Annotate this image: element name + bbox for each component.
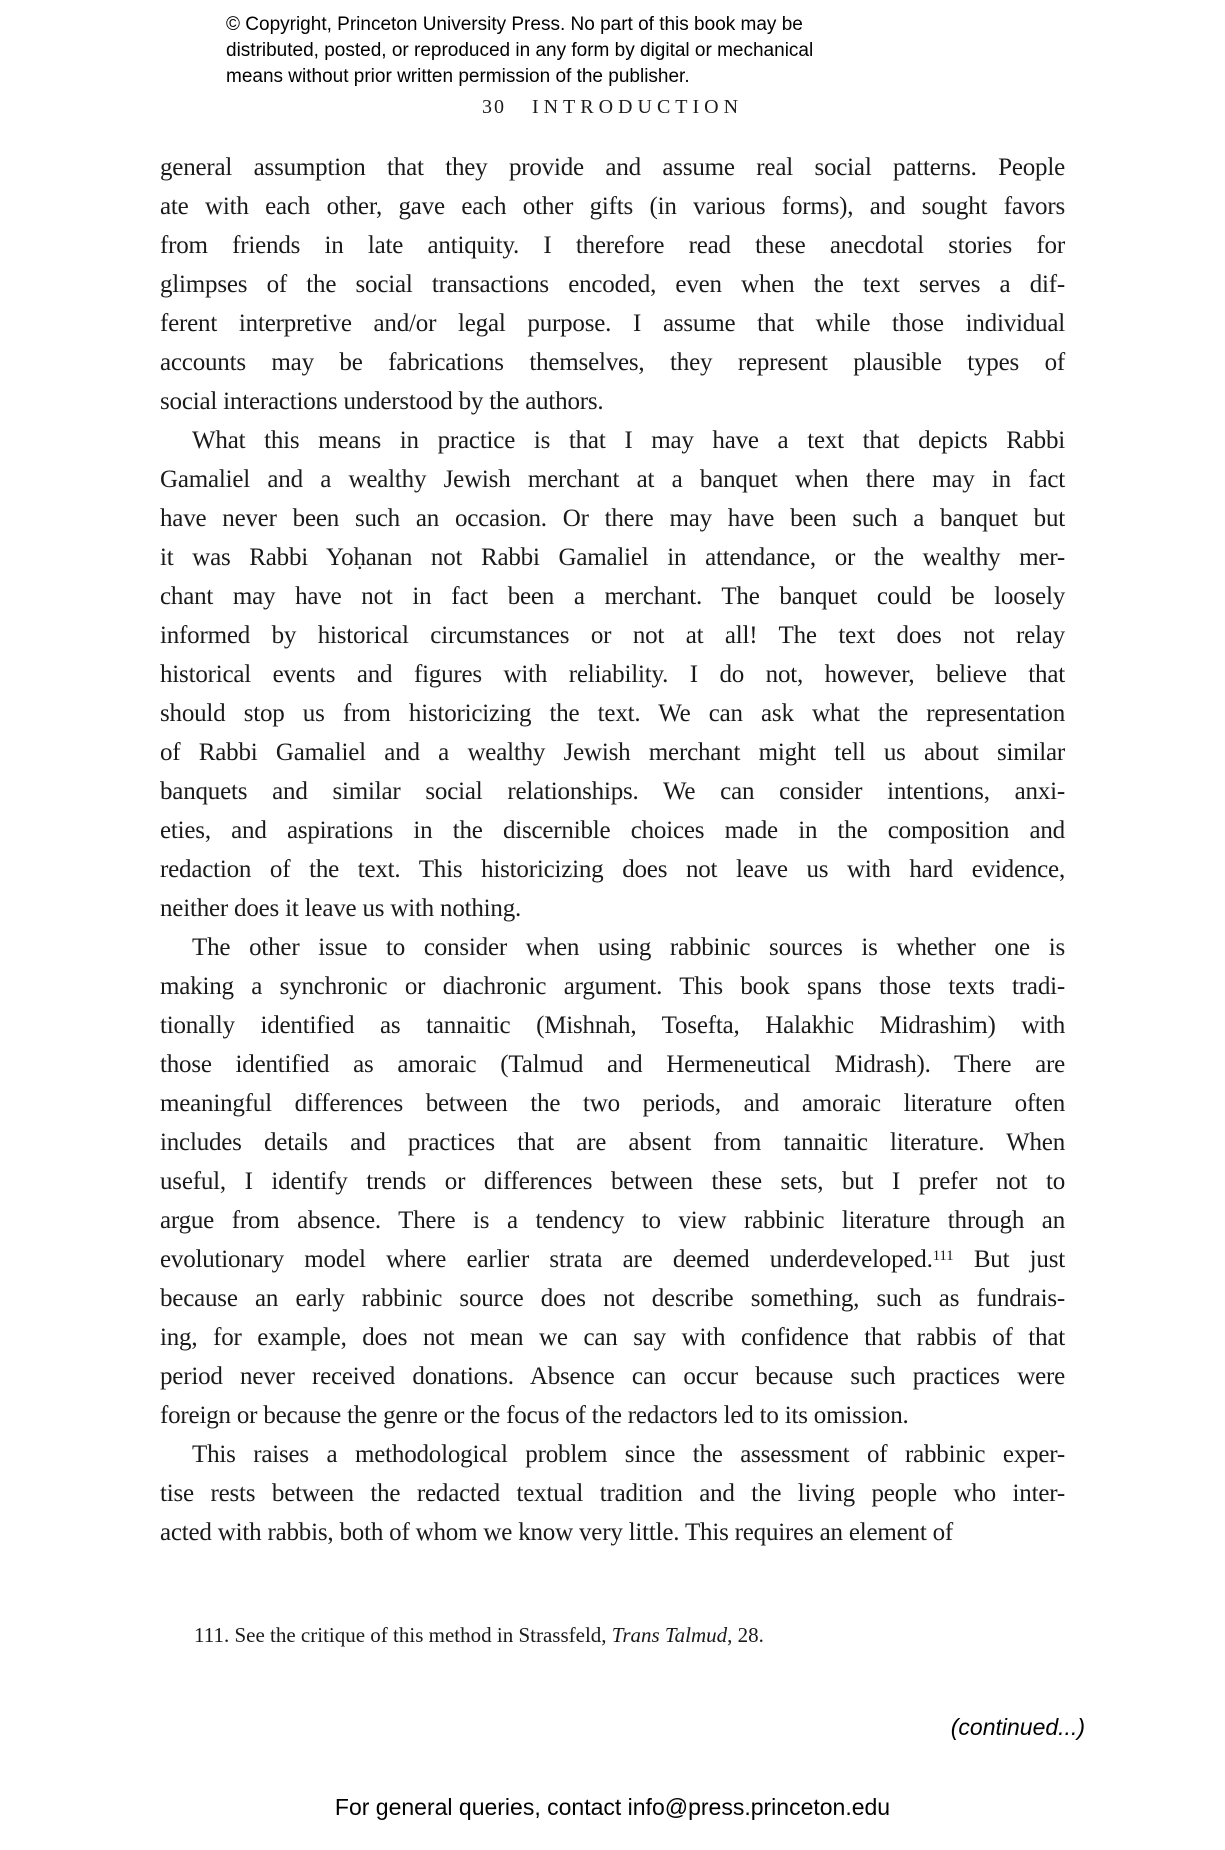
text-line: meaningful differences between the two periods, and amoraic literature often: [160, 1090, 1065, 1117]
chapter-title: INTRODUCTION: [531, 96, 744, 118]
text-line: should stop us from historicizing the text. We can ask what the representation: [160, 700, 1065, 727]
continued-marker: (continued...): [950, 1714, 1085, 1740]
footnote-text: 111. See the critique of this method in Strassfeld,: [194, 1623, 612, 1647]
text-line: [160, 1240, 1065, 1279]
text-line: The other issue to consider when using rabbinic sources is whether one is: [192, 934, 1065, 961]
text-line: neither does it leave us with nothing.: [160, 895, 522, 922]
text-line: chant may have not in fact been a merchant. The banquet could be loosely: [160, 583, 1065, 610]
text-line: making a synchronic or diachronic argument. This book spans those texts tradi-: [160, 973, 1065, 1000]
footer-query-text: For general queries, contact info@press.princeton.edu: [334, 1794, 891, 1820]
text-line: tionally identified as tannaitic (Mishnah, Tosefta, Halakhic Midrashim) with: [160, 1012, 1065, 1039]
paragraph: [160, 928, 1065, 1435]
text-line: from friends in late antiquity. I therefore read these anecdotal stories for: [160, 232, 1065, 259]
text-segment: But just: [953, 1246, 1066, 1273]
text-line: have never been such an occasion. Or there may have been such a banquet but: [160, 505, 1065, 532]
text-line: tise rests between the redacted textual tradition and the living people who inter-: [160, 1480, 1065, 1507]
text-line: Gamaliel and a wealthy Jewish merchant at a banquet when there may in fact: [160, 466, 1065, 493]
text-line: of Rabbi Gamaliel and a wealthy Jewish merchant might tell us about similar: [160, 739, 1065, 766]
paragraph: [160, 1435, 1065, 1552]
text-line: accounts may be fabrications themselves, they represent plausible types of: [160, 349, 1065, 376]
text-line: historical events and figures with reliability. I do not, however, believe that: [160, 661, 1065, 688]
text-line: ferent interpretive and/or legal purpose. I assume that while those individual: [160, 310, 1065, 337]
text-line: ate with each other, gave each other gifts (in various forms), and sought favors: [160, 193, 1065, 220]
footnote-work-title: Trans Talmud: [611, 1623, 728, 1647]
text-line: foreign or because the genre or the focus of the redactors led to its omission.: [160, 1402, 909, 1429]
text-line: useful, I identify trends or differences between these sets, but I prefer not to: [160, 1168, 1065, 1195]
text-line: period never received donations. Absence can occur because such practices were: [160, 1363, 1065, 1390]
text-line: informed by historical circumstances or not at all! The text does not relay: [160, 622, 1065, 649]
copyright-notice: [226, 12, 866, 90]
footnote-reference: 111: [932, 1248, 954, 1265]
running-head: [160, 96, 1065, 119]
footnote: [160, 1620, 1065, 1650]
copyright-line: © Copyright, Princeton University Press. No part of this book may be: [226, 14, 803, 35]
text-line: banquets and similar social relationships. We can consider intentions, anxi-: [160, 778, 1065, 805]
text-line: eties, and aspirations in the discernible choices made in the composition and: [160, 817, 1065, 844]
text-line: What this means in practice is that I may have a text that depicts Rabbi: [192, 427, 1065, 454]
copyright-line: means without prior written permission of the publisher.: [226, 66, 690, 87]
text-line: ing, for example, does not mean we can say with confidence that rabbis of that: [160, 1324, 1065, 1351]
page-number: 30: [481, 96, 506, 118]
copyright-line: distributed, posted, or reproduced in any form by digital or mechanical: [226, 40, 814, 61]
text-line: social interactions understood by the authors.: [160, 388, 604, 415]
paragraph: [160, 148, 1065, 421]
text-line: those identified as amoraic (Talmud and Hermeneutical Midrash). There are: [160, 1051, 1065, 1078]
footnote-page-ref: , 28.: [727, 1623, 764, 1647]
text-line: acted with rabbis, both of whom we know very little. This requires an element of: [160, 1519, 954, 1546]
text-segment: evolutionary model where earlier strata are deemed underdeveloped.: [160, 1246, 933, 1273]
text-line: argue from absence. There is a tendency to view rabbinic literature through an: [160, 1207, 1065, 1234]
text-line: it was Rabbi Yoḥanan not Rabbi Gamaliel in attendance, or the wealthy mer-: [160, 544, 1065, 571]
text-line: general assumption that they provide and assume real social patterns. People: [160, 154, 1065, 181]
text-line: glimpses of the social transactions encoded, even when the text serves a dif-: [160, 271, 1065, 298]
text-line: includes details and practices that are absent from tannaitic literature. When: [160, 1129, 1065, 1156]
paragraph: [160, 421, 1065, 928]
text-line: because an early rabbinic source does not describe something, such as fundrais-: [160, 1285, 1065, 1312]
page-footer: [0, 1794, 1225, 1821]
text-line: redaction of the text. This historicizing does not leave us with hard evidence,: [160, 856, 1065, 883]
body-text: [160, 148, 1065, 1552]
text-line: This raises a methodological problem since the assessment of rabbinic exper-: [192, 1441, 1065, 1468]
